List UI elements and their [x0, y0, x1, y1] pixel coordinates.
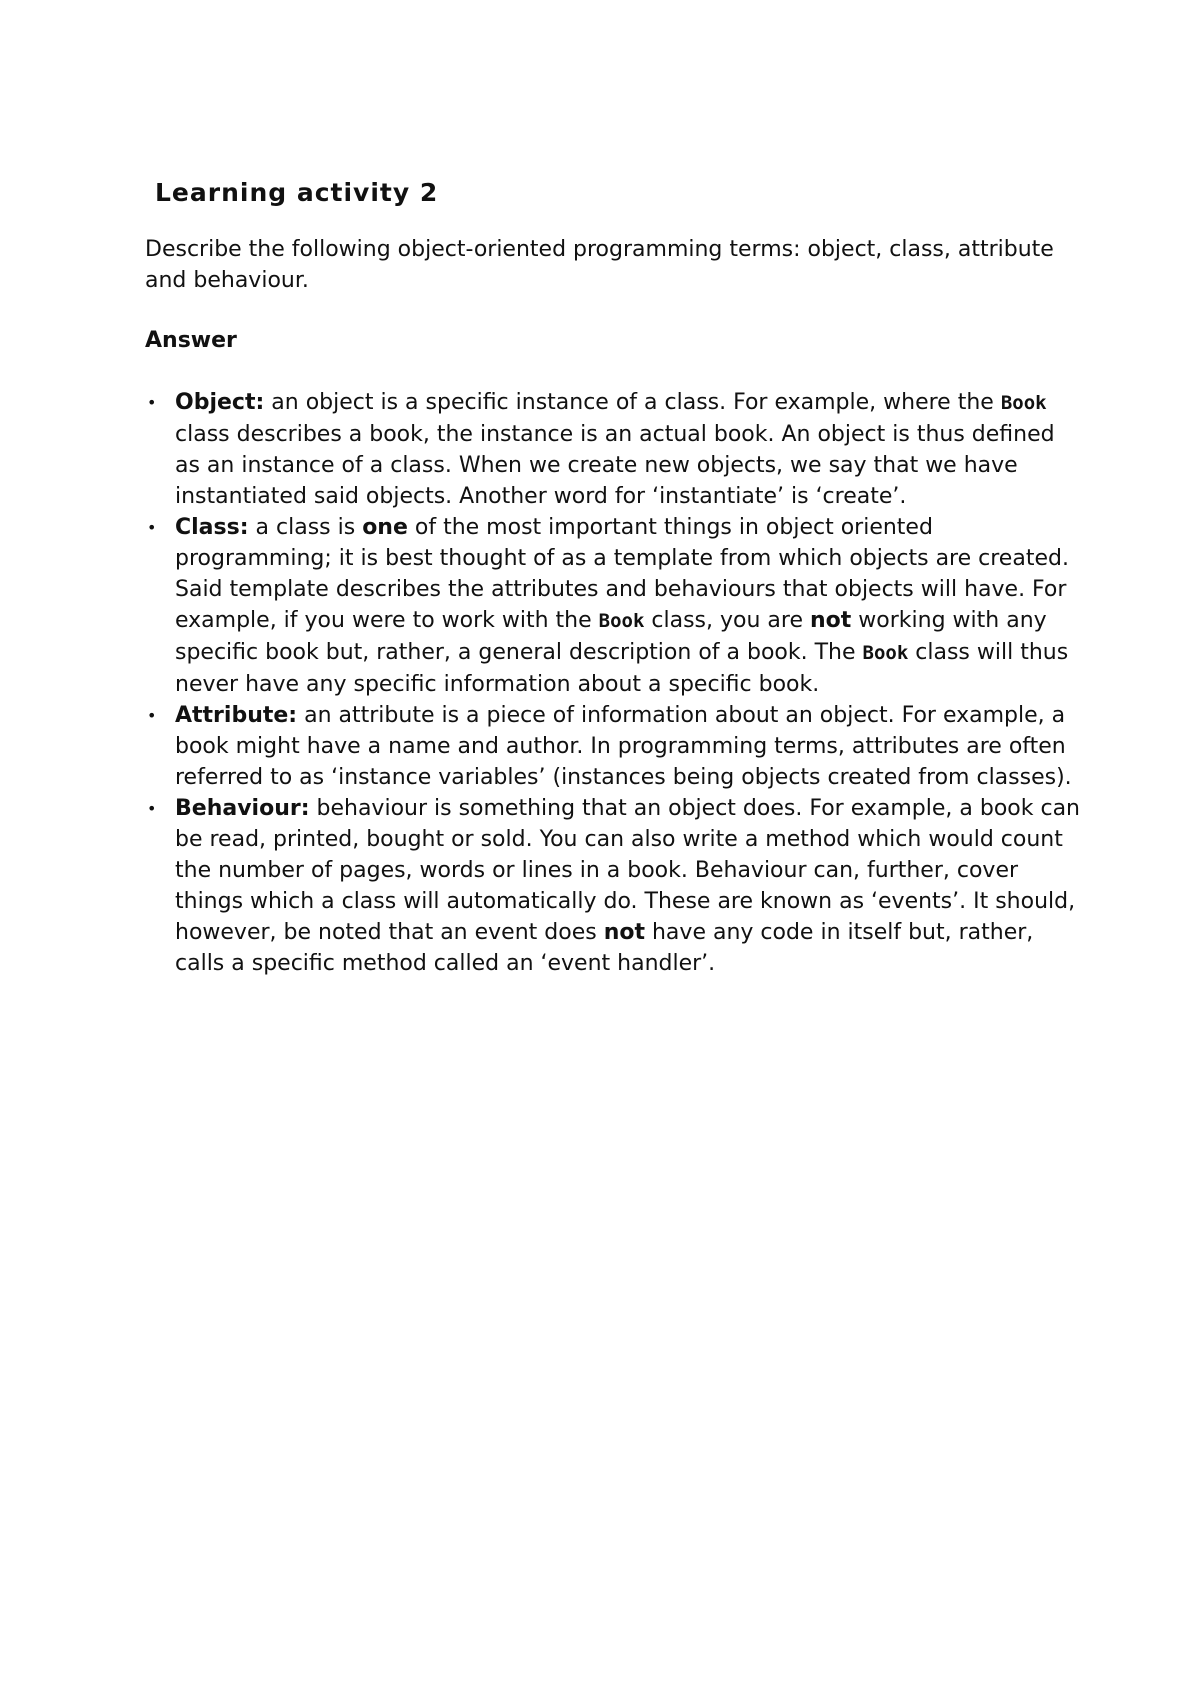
bullet-icon: • [147, 706, 157, 725]
definition-text: a class is [248, 515, 363, 540]
definition-text: an object is a specific instance of a class. For example, where the [264, 390, 1001, 415]
emphasis-text: one [362, 515, 408, 540]
term-label: Attribute: [175, 703, 298, 728]
bullet-icon: • [147, 518, 157, 537]
term-label: Behaviour: [175, 796, 310, 821]
bullet-icon: • [147, 393, 157, 412]
list-item-class [145, 512, 1080, 700]
document-page [145, 178, 1080, 979]
definition-text: class describes a book, the instance is an actual book. An object is thus defined as an instance of a class. When we create new objects, we say that we have instantiated said objects. Another word for ‘instantiate’ is ‘create’. [175, 422, 1055, 509]
list-item-attribute [145, 700, 1080, 793]
code-book: Book [862, 642, 909, 664]
activity-prompt: Describe the following object-oriented programming terms: object, class, attribute and behaviour. [145, 237, 1054, 293]
emphasis-text: not [810, 608, 852, 633]
definition-text: of the most important things in object oriented programming; it is best thought of as a template from which objects are created. Said template describes the attributes and behaviours that objects will have. For example, if you were to work with the [175, 515, 1069, 633]
emphasis-text: not [603, 920, 645, 945]
term-label: Class: [175, 515, 249, 540]
definition-text: behaviour is something that an object does. For example, a book can be read, printed, bought or sold. You can also write a method which would count the number of pages, words or lines in a book. Behaviour can, further, cover things which a class will automatically do. These are known as ‘events’. It should, however, be noted that an event does [175, 796, 1080, 945]
list-item-behaviour [145, 793, 1080, 979]
term-label: Object: [175, 390, 265, 415]
definition-text: working with any specific book but, rather, a general description of a book. The [175, 608, 1047, 665]
list-item-object [145, 387, 1080, 512]
answer-heading: Answer [145, 328, 237, 353]
code-book: Book [1000, 392, 1047, 414]
definition-text: an attribute is a piece of information about an object. For example, a book might have a name and author. In programming terms, attributes are often referred to as ‘instance variables’ (instances being objects created from classes). [175, 703, 1072, 790]
page-title: Learning activity 2 [155, 178, 439, 207]
code-book: Book [598, 610, 645, 632]
bullet-icon: • [147, 799, 157, 818]
definition-text: class, you are [644, 608, 810, 633]
definition-text: class will thus never have any specific information about a specific book. [175, 640, 1069, 697]
terms-list [145, 387, 1080, 979]
definition-text: have any code in itself but, rather, calls a specific method called an ‘event handler’. [175, 920, 1034, 976]
